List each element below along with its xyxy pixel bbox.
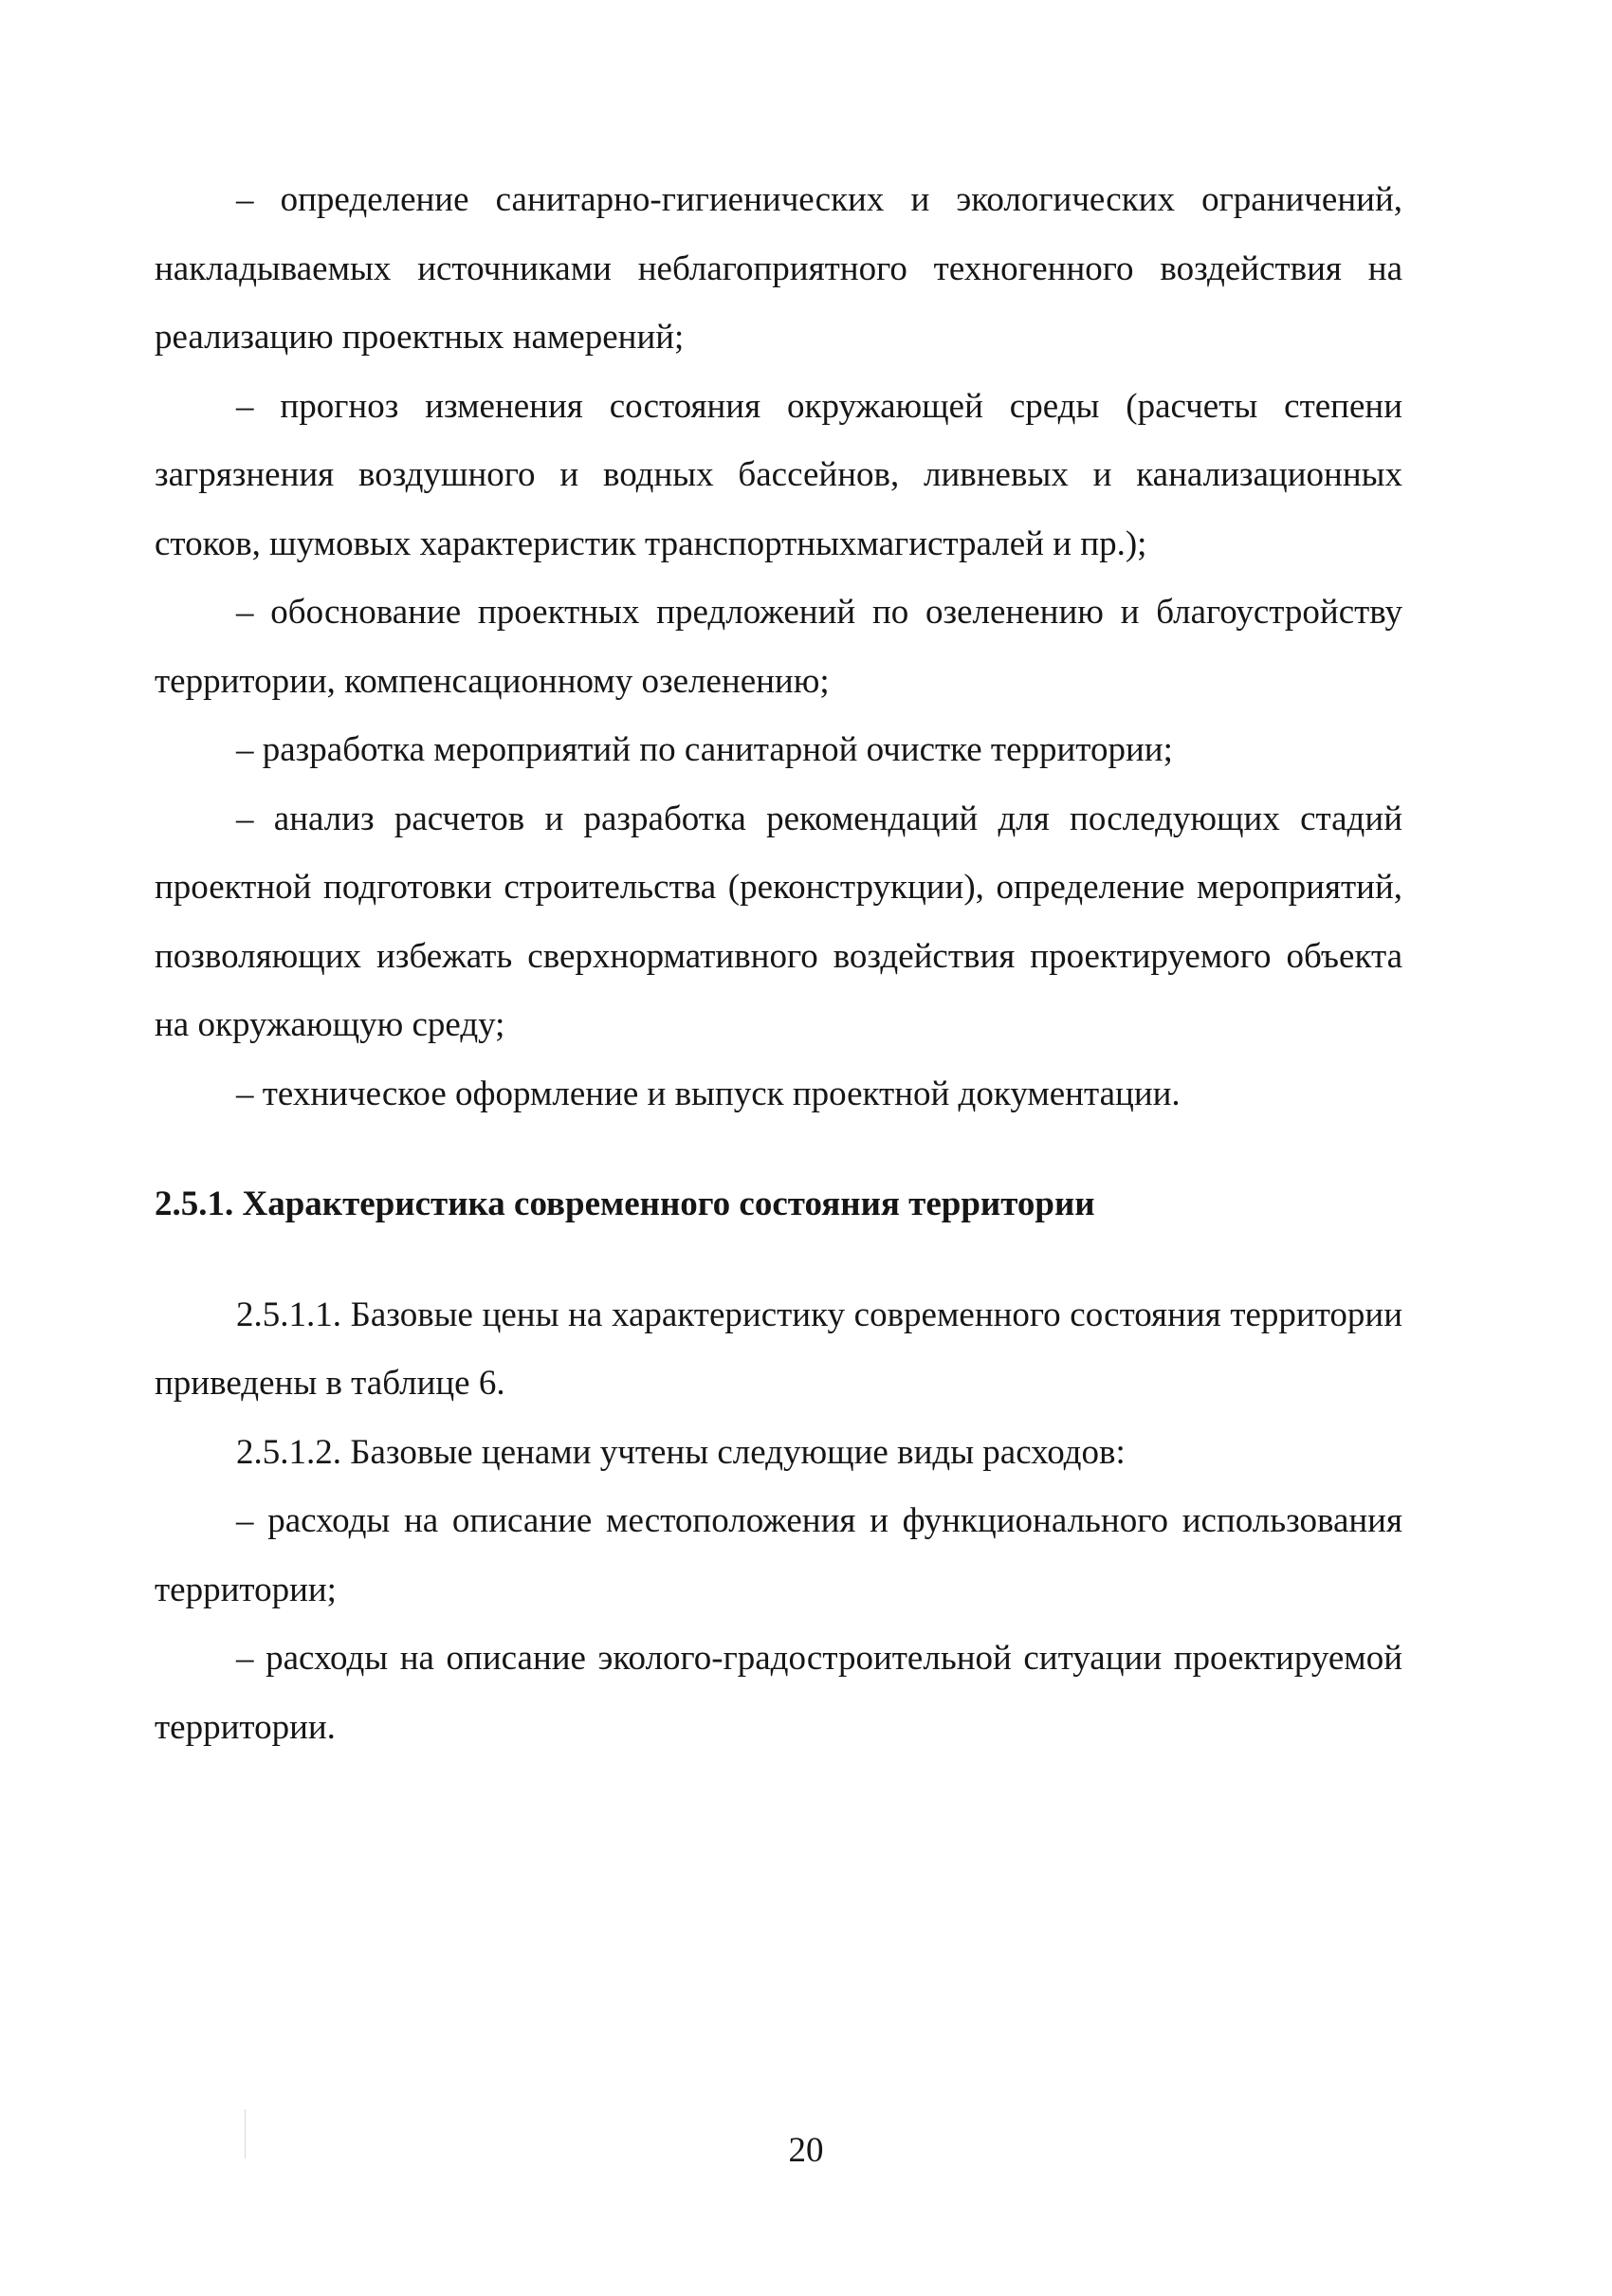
page-number: 20 (788, 2131, 824, 2170)
paragraph-calculation-analysis: – анализ расчетов и разработка рекомендаций для последующих стадий проектной подготовки строительства (реконструкции), определение мероприятий, позволяющих избежать сверхнормативного воздействия проектируемого объекта на окружающую среду; (155, 799, 1402, 1044)
body-text (155, 166, 1402, 1762)
paragraph-expense-types: 2.5.1.2. Базовые ценами учтены следующие виды расходов: (236, 1432, 1126, 1472)
paragraph-sanitary-restrictions: – определение санитарно-гигиенических и экологических ограничений, накладываемых источниками неблагоприятного техногенного воздействия на реализацию проектных намерений; (155, 180, 1402, 357)
paragraph-ecological-expenses: – расходы на описание эколого-градостроительной ситуации проектируемой территории. (155, 1639, 1402, 1747)
paragraph-base-prices: 2.5.1.1. Базовые цены на характеристику современного состояния территории приведены в таблице 6. (155, 1295, 1402, 1403)
paragraph-location-expenses: – расходы на описание местоположения и функционального использования территории; (155, 1501, 1402, 1609)
paragraph-documentation-release: – техническое оформление и выпуск проектной документации. (236, 1074, 1181, 1113)
paragraph-landscaping-justification: – обоснование проектных предложений по озеленению и благоустройству территории, компенсационному озеленению; (155, 593, 1402, 701)
paragraph-environment-forecast: – прогноз изменения состояния окружающей среды (расчеты степени загрязнения воздушного и водных бассейнов, ливневых и канализационных стоков, шумовых характеристик транспортныхмагистралей и пр.); (155, 386, 1402, 563)
section-heading: 2.5.1. Характеристика современного состояния территории (155, 1185, 1095, 1223)
paragraph-sanitary-cleaning: – разработка мероприятий по санитарной очистке территории; (236, 730, 1173, 769)
